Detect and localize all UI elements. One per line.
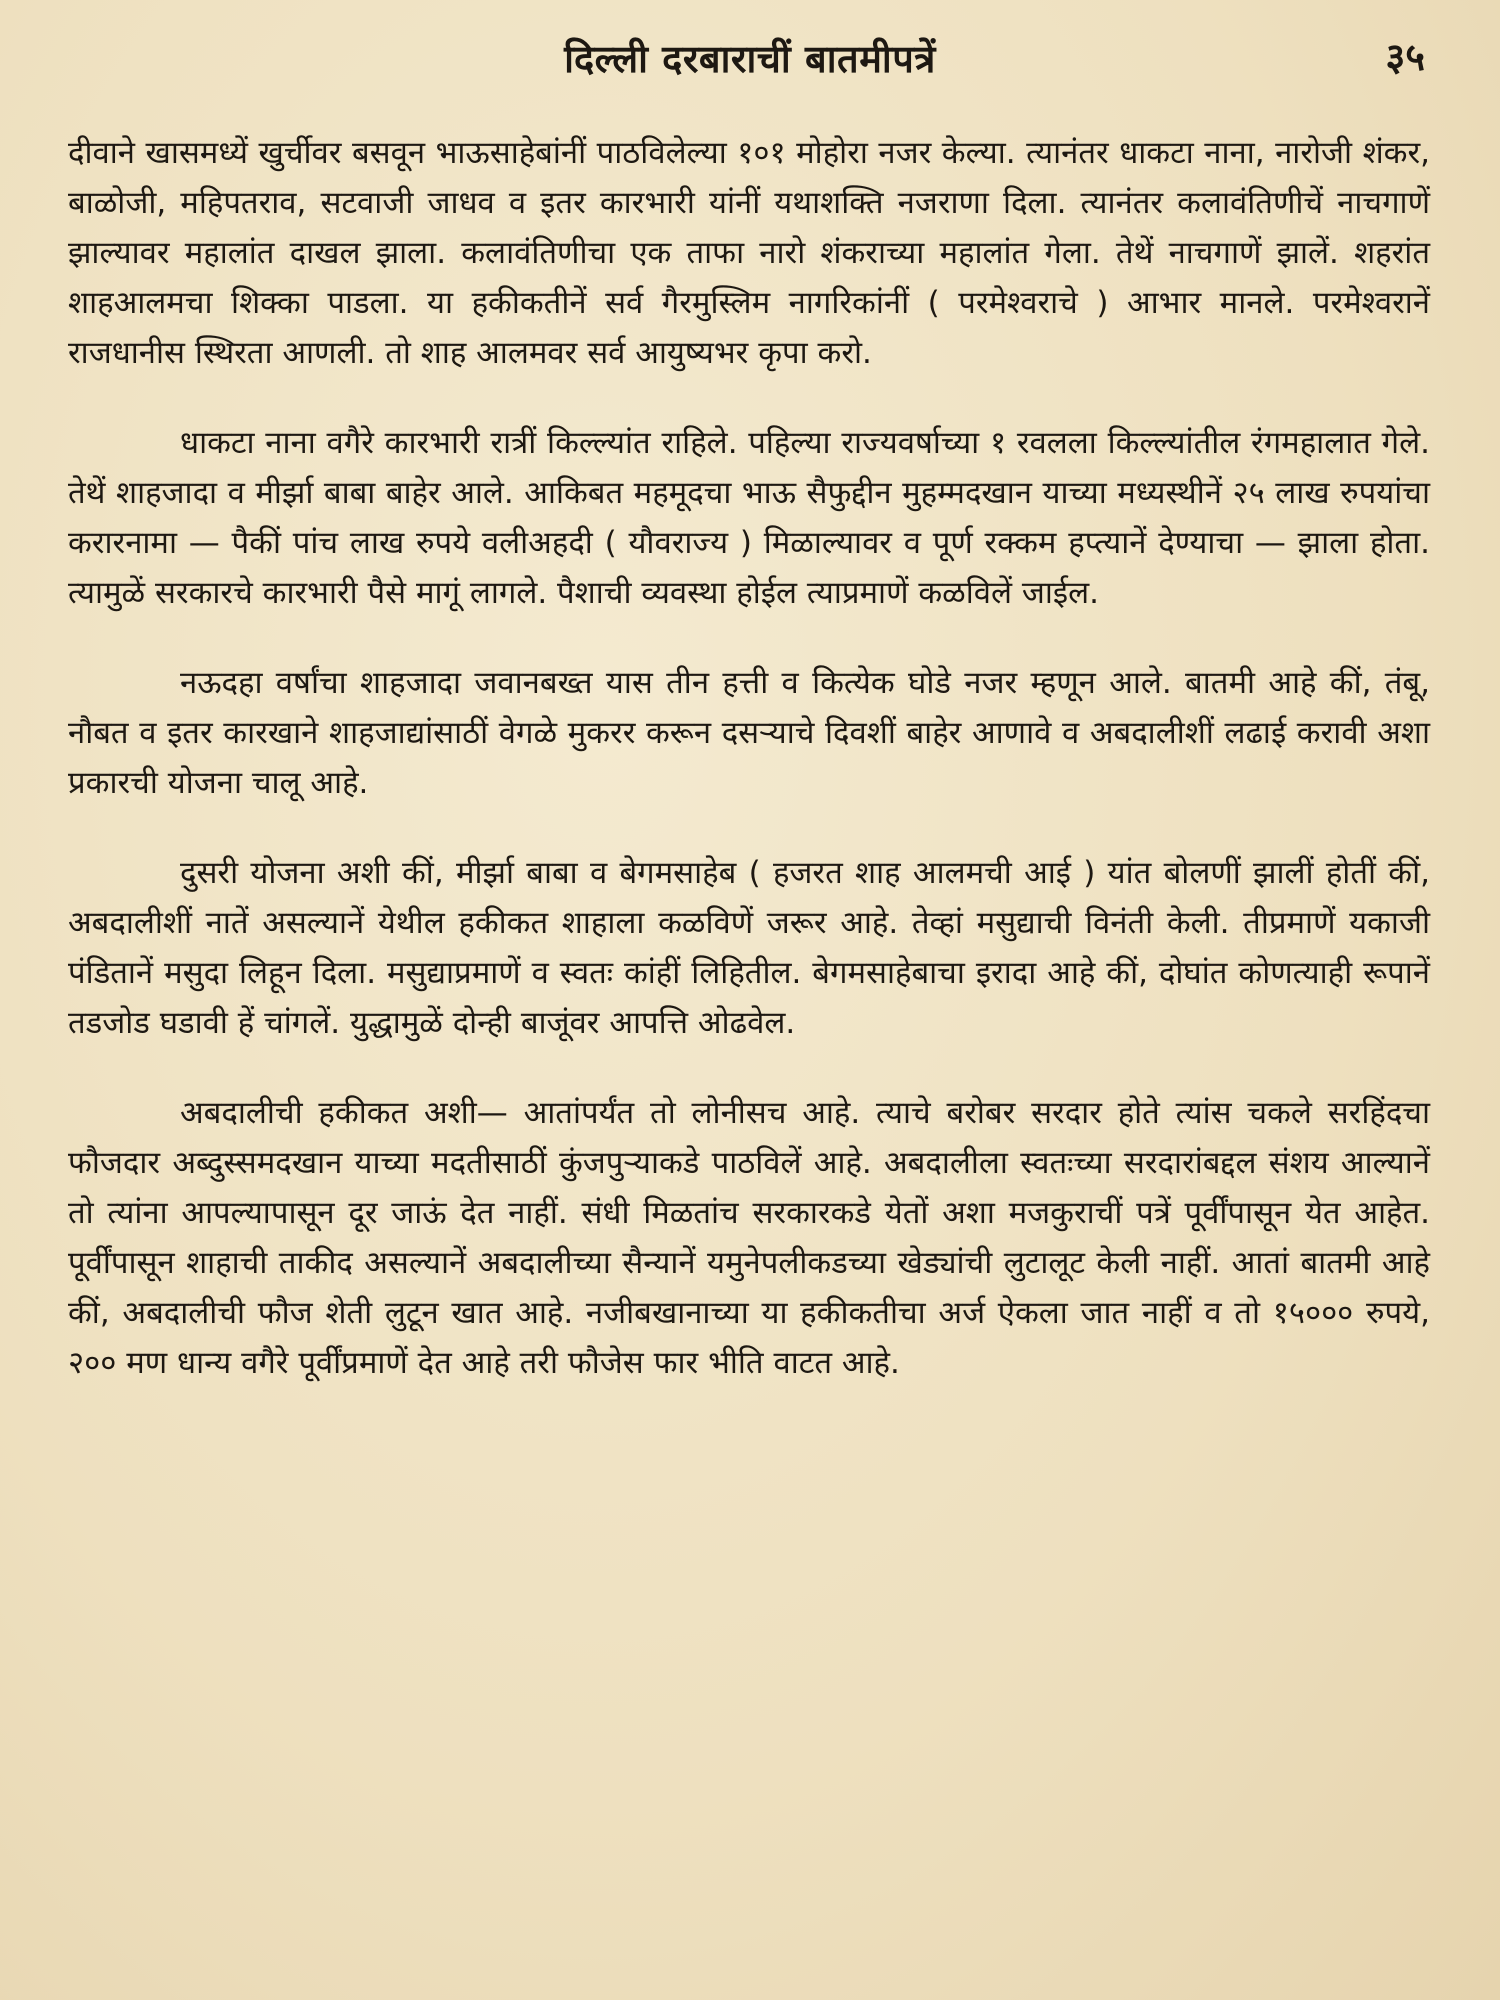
paragraph-5: अबदालीची हकीकत अशी— आतांपर्यंत तो लोनीसच आहे. त्याचे बरोबर सरदार होते त्यांस चकले सरहिंदचा फौजदार अब्दुस्समदखान याच्या मदतीसाठीं कुंजपुऱ्याकडे पाठविलें आहे. अबदालीला स्वतःच्या सरदारांबद्दल संशय आल्यानें तो त्यांना आपल्यापासून दूर जाऊं देत नाहीं. संधी मिळतांच सरकारकडे येतों अशा मजकुराचीं पत्रें पूर्वींपासून येत आहेत. पूर्वींपासून शाहाची ताकीद असल्यानें अबदालीच्या सैन्यानें यमुनेपलीकडच्या खेड्यांची लुटालूट केली नाहीं. आतां बातमी आहे कीं, अबदालीची फौज शेती लुटून खात आहे. नजीबखानाच्या या हकीकतीचा अर्ज ऐकला जात नाहीं व तो १५००० रुपये, २०० मण धान्य वगैरे पूर्वींप्रमाणें देत आहे तरी फौजेस फार भीति वाटत आहे. bbox=[68, 1095, 1430, 1381]
page-number: ३५ bbox=[1385, 35, 1425, 79]
running-head bbox=[0, 22, 1500, 92]
paragraph-3: नऊदहा वर्षांचा शाहजादा जवानबख्त यास तीन हत्ती व कित्येक घोडे नजर म्हणून आले. बातमी आहे कीं, तंबू, नौबत व इतर कारखाने शाहजाद्यांसाठीं वेगळे मुकरर करून दसऱ्याचे दिवशीं बाहेर आणावे व अबदालीशीं लढाई करावी अशा प्रकारची योजना चालू आहे. bbox=[68, 665, 1430, 801]
body-text bbox=[68, 128, 1430, 1428]
paragraph-4: दुसरी योजना अशी कीं, मीर्झा बाबा व बेगमसाहेब ( हजरत शाह आलमची आई ) यांत बोलणीं झालीं होतीं कीं, अबदालीशीं नातें असल्यानें येथील हकीकत शाहाला कळविणें जरूर आहे. तेव्हां मसुद्याची विनंती केली. तीप्रमाणें यकाजी पंडितानें मसुदा लिहून दिला. मसुद्याप्रमाणें व स्वतः कांहीं लिहितील. बेगमसाहेबाचा इरादा आहे कीं, दोघांत कोणत्याही रूपानें तडजोड घडावी हें चांगलें. युद्धामुळें दोन्ही बाजूंवर आपत्ति ओढवेल. bbox=[68, 855, 1430, 1041]
paragraph-1: दीवाने खासमध्यें खुर्चीवर बसवून भाऊसाहेबांनीं पाठविलेल्या १०१ मोहोरा नजर केल्या. त्यानंतर धाकटा नाना, नारोजी शंकर, बाळोजी, महिपतराव, सटवाजी जाधव व इतर कारभारी यांनीं यथाशक्ति नजराणा दिला. त्यानंतर कलावंतिणीचें नाचगाणें झाल्यावर महालांत दाखल झाला. कलावंतिणीचा एक ताफा नारो शंकराच्या महालांत गेला. तेथें नाचगाणें झालें. शहरांत शाहआलमचा शिक्का पाडला. या हकीकतीनें सर्व गैरमुस्लिम नागरिकांनीं ( परमेश्वराचे ) आभार मानले. परमेश्वरानें राजधानीस स्थिरता आणली. तो शाह आलमवर सर्व आयुष्यभर कृपा करो. bbox=[68, 135, 1430, 371]
running-head-title: दिल्ली दरबाराचीं बातमीपत्रें bbox=[564, 37, 936, 81]
paragraph-2: धाकटा नाना वगैरे कारभारी रात्रीं किल्ल्यांत राहिले. पहिल्या राज्यवर्षाच्या १ रवलला किल्ल्यांतील रंगमहालात गेले. तेथें शाहजादा व मीर्झा बाबा बाहेर आले. आकिबत महमूदचा भाऊ सैफुद्दीन मुहम्मदखान याच्या मध्यस्थीनें २५ लाख रुपयांचा करारनामा — पैकीं पांच लाख रुपये वलीअहदी ( यौवराज्य ) मिळाल्यावर व पूर्ण रक्कम हप्त्यानें देण्याचा — झाला होता. त्यामुळें सरकारचे कारभारी पैसे मागूं लागले. पैशाची व्यवस्था होईल त्याप्रमाणें कळविलें जाईल. bbox=[68, 425, 1430, 611]
